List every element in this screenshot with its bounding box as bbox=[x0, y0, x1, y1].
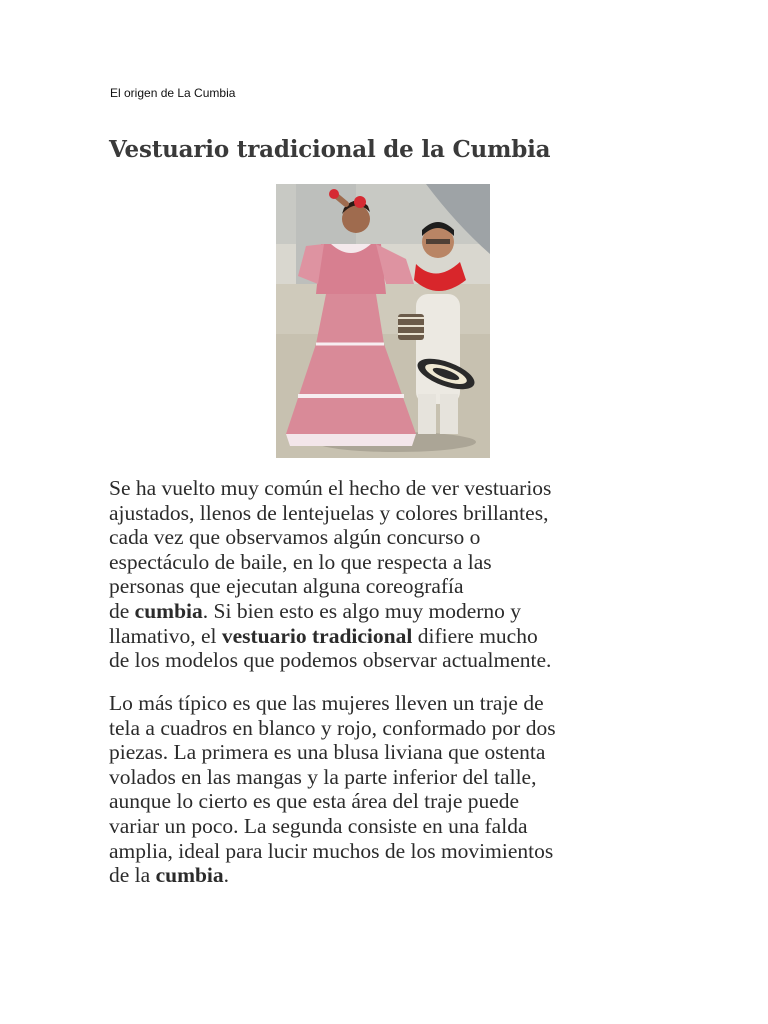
p2-line: variar un poco. La segunda consiste en una falda bbox=[109, 813, 528, 838]
p2-line: tela a cuadros en blanco y rojo, conformado por dos bbox=[109, 715, 556, 740]
p1-line: . Si bien esto es algo muy moderno y bbox=[202, 598, 522, 623]
p1-line: espectáculo de baile, en lo que respecta a las bbox=[109, 549, 492, 574]
p1-line: difiere mucho bbox=[412, 623, 538, 648]
bold-cumbia: cumbia bbox=[155, 863, 224, 888]
p1-line: Se ha vuelto muy común el hecho de ver vestuarios bbox=[109, 476, 552, 500]
p1-line: de bbox=[109, 598, 135, 623]
cumbia-dancers-photo bbox=[276, 184, 490, 458]
p2-line: piezas. La primera es una blusa liviana que ostenta bbox=[109, 740, 546, 765]
p2-line: amplia, ideal para lucir muchos de los movimientos bbox=[109, 838, 554, 863]
paragraph-traje-mujeres bbox=[109, 691, 654, 888]
p1-line: ajustados, llenos de lentejuelas y colores brillantes, bbox=[109, 500, 549, 525]
p2-line: de la bbox=[109, 863, 156, 888]
bold-cumbia: cumbia bbox=[134, 598, 203, 623]
p2-line: aunque lo cierto es que esta área del traje puede bbox=[109, 789, 520, 814]
p2-line: volados en las mangas y la parte inferior del talle, bbox=[109, 764, 537, 789]
bold-vestuario-tradicional: vestuario tradicional bbox=[221, 623, 413, 648]
page-header: El origen de La Cumbia bbox=[110, 86, 236, 100]
p1-line: personas que ejecutan alguna coreografía bbox=[109, 574, 464, 599]
p2-line: . bbox=[223, 863, 230, 888]
p1-line: de los modelos que podemos observar actualmente. bbox=[109, 648, 552, 673]
paragraph-vestuarios bbox=[109, 476, 654, 673]
flower-hair bbox=[354, 196, 366, 208]
p1-line: cada vez que observamos algún concurso o bbox=[109, 525, 481, 550]
document-title: Vestuario tradicional de la Cumbia bbox=[109, 136, 551, 163]
photo-illustration bbox=[276, 184, 490, 458]
p1-line: llamativo, el bbox=[109, 623, 222, 648]
p2-line: Lo más típico es que las mujeres lleven un traje de bbox=[109, 691, 544, 715]
